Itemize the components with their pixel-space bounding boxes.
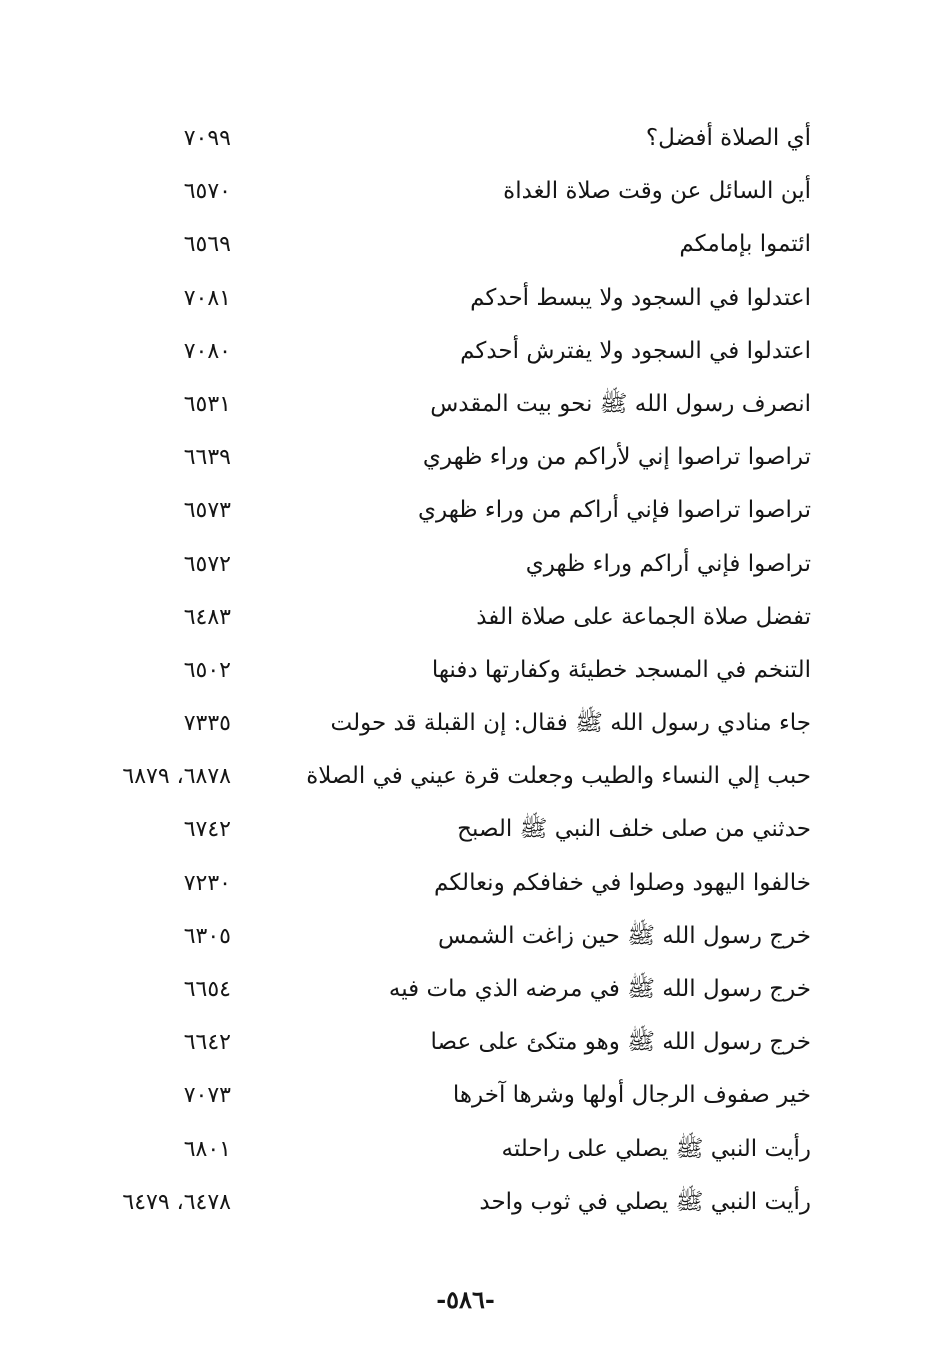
- hadith-number: ٦٤٨٣: [183, 604, 231, 630]
- index-row: [0, 646, 931, 699]
- hadith-number: ٦٨٠١: [183, 1136, 231, 1162]
- hadith-number: ٦٤٧٨، ٦٤٧٩: [122, 1189, 231, 1215]
- hadith-number: ٦٥٣١: [183, 391, 231, 417]
- hadith-number: ٦٦٤٢: [183, 1030, 231, 1056]
- index-row: [0, 1018, 931, 1071]
- hadith-text: أين السائل عن وقت صلاة الغداة: [503, 178, 811, 205]
- hadith-text: أي الصلاة أفضل؟: [645, 125, 811, 151]
- hadith-number: ٧٠٨٠: [183, 338, 231, 364]
- hadith-text: خالفوا اليهود وصلوا في خفافكم ونعالكم: [434, 869, 811, 896]
- index-row: [0, 965, 931, 1018]
- hadith-number: ٧٣٣٥: [183, 711, 231, 737]
- hadith-text: خرج رسول الله ﷺ وهو متكئ على عصا: [430, 1029, 811, 1056]
- hadith-number: ٦٧٤٢: [183, 817, 231, 843]
- hadith-text: خير صفوف الرجال أولها وشرها آخرها: [452, 1082, 811, 1109]
- hadith-text: رأيت النبي ﷺ يصلي على راحلته: [501, 1135, 811, 1162]
- hadith-text: اعتدلوا في السجود ولا يبسط أحدكم: [470, 284, 811, 311]
- hadith-text: حدثني من صلى خلف النبي ﷺ الصبح: [457, 816, 811, 843]
- index-row: [0, 1178, 931, 1231]
- index-row: [0, 805, 931, 858]
- hadith-number: ٦٥٦٩: [183, 232, 231, 258]
- hadith-text: ائتموا بإمامكم: [679, 231, 811, 258]
- index-row: [0, 540, 931, 593]
- hadith-number: ٦٥٧٠: [183, 179, 231, 205]
- hadith-number: ٦٥٧٣: [183, 498, 231, 524]
- hadith-text: تراصوا فإني أراكم وراء ظهري: [525, 550, 811, 577]
- hadith-text: رأيت النبي ﷺ يصلي في ثوب واحد: [479, 1188, 811, 1215]
- hadith-number: ٦٨٧٨، ٦٨٧٩: [122, 764, 231, 790]
- hadith-text: تفضل صلاة الجماعة على صلاة الفذ: [476, 603, 811, 630]
- index-row: [0, 220, 931, 273]
- hadith-text: خرج رسول الله ﷺ في مرضه الذي مات فيه: [388, 976, 811, 1002]
- hadith-number: ٧٠٨١: [183, 285, 231, 311]
- hadith-number: ٦٥٠٢: [183, 657, 231, 683]
- hadith-number: ٧٢٣٠: [183, 870, 231, 896]
- hadith-text: حبب إلي النساء والطيب وجعلت قرة عيني في الصلاة: [306, 763, 811, 790]
- index-row: [0, 433, 931, 486]
- index-row: [0, 699, 931, 752]
- index-row: [0, 274, 931, 327]
- index-row: [0, 486, 931, 539]
- index-row: [0, 1071, 931, 1124]
- hadith-text: تراصوا تراصوا فإني أراكم من وراء ظهري: [418, 497, 811, 524]
- index-row: [0, 114, 931, 167]
- index-row: [0, 912, 931, 965]
- hadith-index-list: [0, 114, 931, 1231]
- hadith-text: اعتدلوا في السجود ولا يفترش أحدكم: [460, 337, 811, 364]
- hadith-number: ٧٠٧٣: [183, 1083, 231, 1109]
- page-number: -٥٨٦-: [436, 1285, 495, 1314]
- index-row: [0, 752, 931, 805]
- hadith-number: ٦٥٧٢: [183, 551, 231, 577]
- index-row: [0, 380, 931, 433]
- hadith-number: ٦٣٠٥: [183, 923, 231, 949]
- hadith-number: ٦٦٥٤: [183, 977, 231, 1002]
- index-row: [0, 859, 931, 912]
- hadith-number: ٦٦٣٩: [183, 445, 231, 471]
- index-row: [0, 167, 931, 220]
- hadith-text: التنخم في المسجد خطيئة وكفارتها دفنها: [431, 656, 811, 683]
- hadith-number: ٧٠٩٩: [183, 126, 231, 151]
- index-row: [0, 1125, 931, 1178]
- index-row: [0, 593, 931, 646]
- hadith-text: انصرف رسول الله ﷺ نحو بيت المقدس: [430, 390, 811, 417]
- hadith-text: جاء منادي رسول الله ﷺ فقال: إن القبلة قد حولت: [330, 710, 811, 737]
- index-row: [0, 327, 931, 380]
- hadith-text: خرج رسول الله ﷺ حين زاغت الشمس: [437, 922, 811, 949]
- hadith-text: تراصوا تراصوا إني لأراكم من وراء ظهري: [422, 444, 811, 471]
